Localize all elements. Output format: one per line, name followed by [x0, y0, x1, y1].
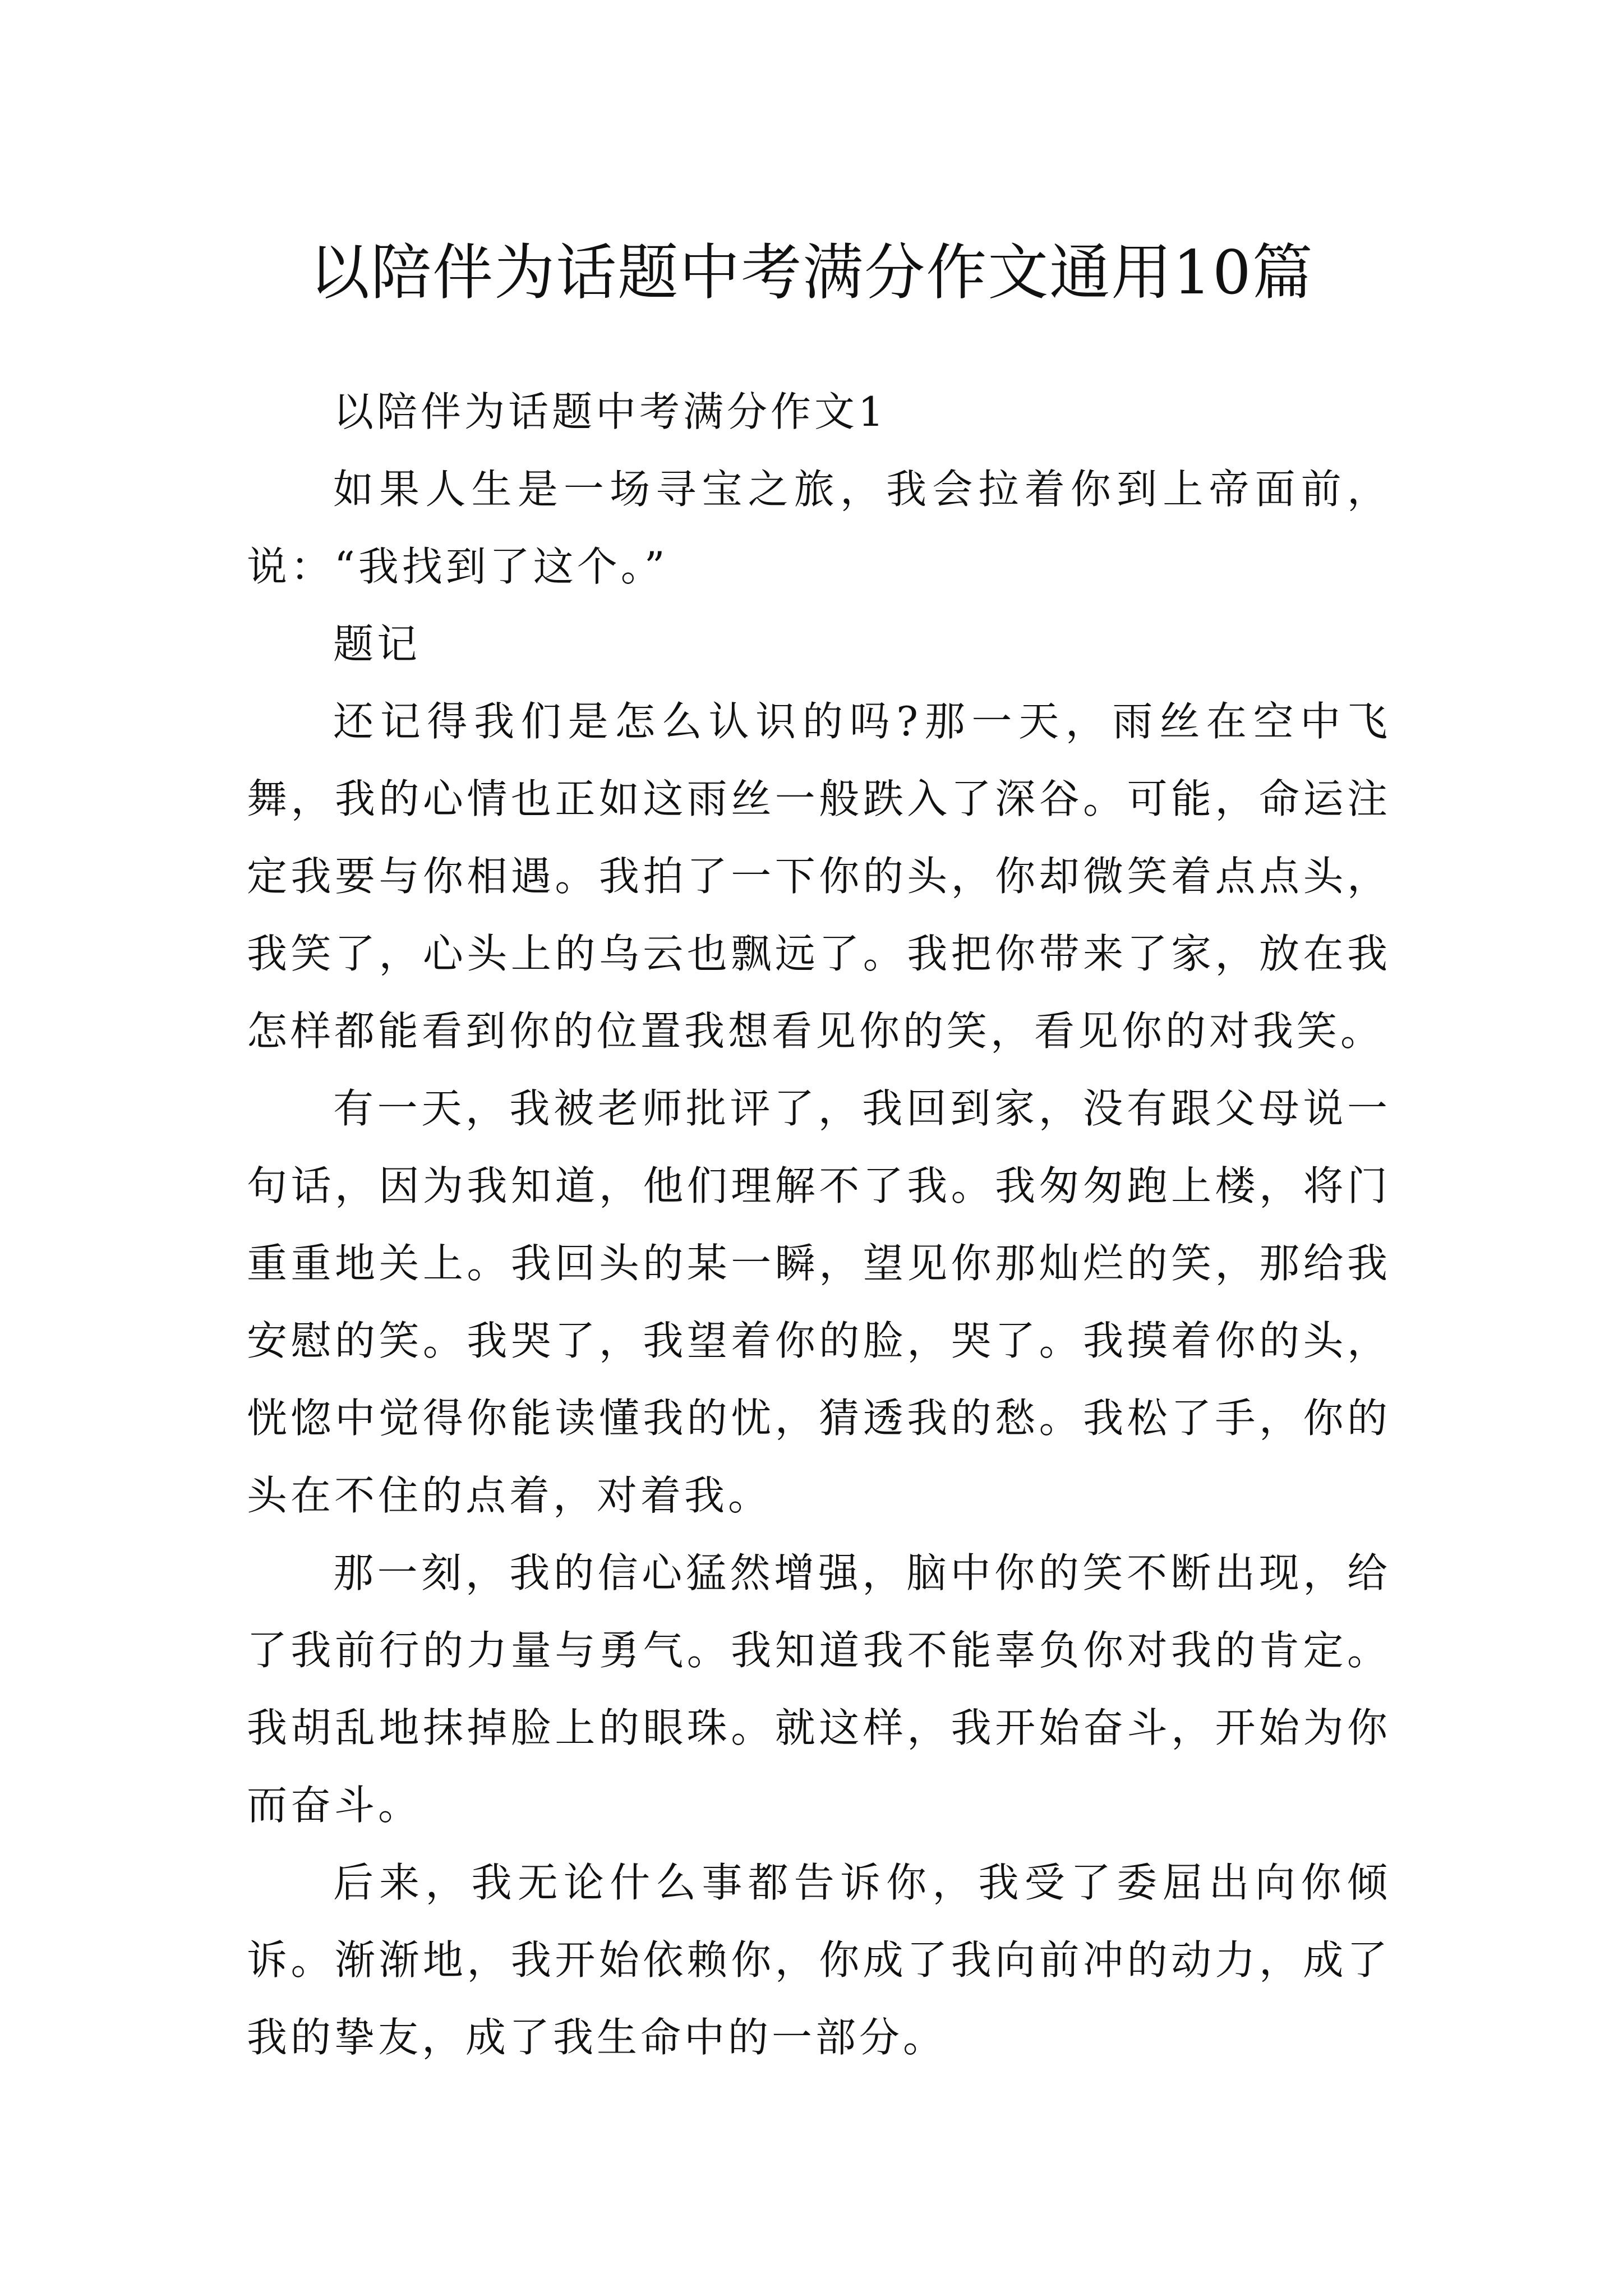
paragraph-body-1: 还记得我们是怎么认识的吗?那一天，雨丝在空中飞舞，我的心情也正如这雨丝一般跌入了深谷。可能，命运注定我要与你相遇。我拍了一下你的头，你却微笑着点点头，我笑了，心头上的乌云也飘远了。我把你带来了家，放在我怎样都能看到你的位置我想看见你的笑，看见你的对我笑。: [247, 698, 1391, 1055]
paragraph-epigraph: 如果人生是一场寻宝之旅，我会拉着你到上帝面前，说：“我找到了这个。”: [247, 466, 1391, 590]
paragraph-epigraph-label: 题记: [333, 620, 421, 668]
document-title: 以陪伴为话题中考满分作文通用10篇: [309, 238, 1314, 309]
paragraph-body-2: 有一天，我被老师批评了，我回到家，没有跟父母说一句话，因为我知道，他们理解不了我。我匆匆跑上楼，将门重重地关上。我回头的某一瞬，望见你那灿烂的笑，那给我安慰的笑。我哭了，我望着你的脸，哭了。我摸着你的头，恍惚中觉得你能读懂我的忧，猜透我的愁。我松了手，你的头在不住的点着，对着我。: [247, 1085, 1391, 1519]
paragraph-body-3: 那一刻，我的信心猛然增强，脑中你的笑不断出现，给了我前行的力量与勇气。我知道我不能辜负你对我的肯定。我胡乱地抹掉脸上的眼珠。就这样，我开始奋斗，开始为你而奋斗。: [247, 1549, 1391, 1829]
paragraph-heading: 以陪伴为话题中考满分作文1: [333, 388, 887, 435]
paragraph-body-4: 后来，我无论什么事都告诉你，我受了委屈出向你倾诉。渐渐地，我开始依赖你，你成了我向前冲的动力，成了我的挚友，成了我生命中的一部分。: [247, 1859, 1391, 2061]
document-body: [247, 373, 1391, 2076]
